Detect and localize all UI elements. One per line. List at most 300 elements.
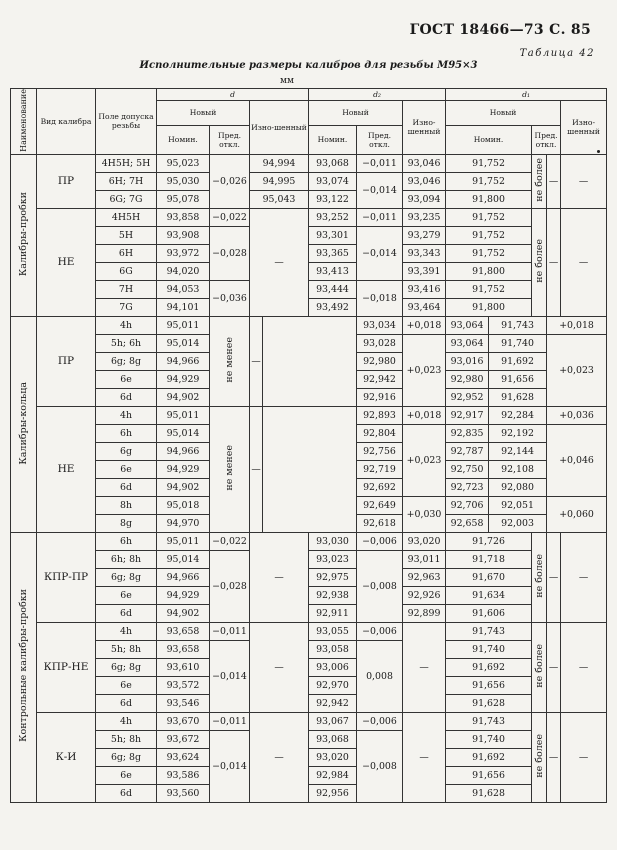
- d-nominal-cell: 95,018: [157, 496, 210, 514]
- d2-nominal-cell: 92,956: [309, 784, 357, 802]
- tolerance-cell: 6d: [96, 694, 157, 712]
- d-nominal-cell: 95,011: [157, 532, 210, 550]
- d-nominal-cell: 95,023: [157, 154, 210, 172]
- d2-worn-header: Изно-шенный: [403, 101, 446, 155]
- d-nominal-cell: 95,078: [157, 190, 210, 208]
- d2-nominal-cell: 92,942: [357, 370, 403, 388]
- d2-worn-cell: 93,046: [403, 154, 446, 172]
- d2-dev-header: Пред. откл.: [357, 125, 403, 154]
- table-row: [11, 298, 607, 316]
- d1-nominal-cell: 91,656: [446, 766, 532, 784]
- d-nominal-cell: 94,902: [157, 478, 210, 496]
- d1-nominal-cell: 91,606: [446, 604, 532, 622]
- d2-new-header: Новый: [309, 101, 403, 126]
- d2-worn-cell: 93,011: [403, 550, 446, 568]
- d-nominal-cell: 94,101: [157, 298, 210, 316]
- d2-worn-cell: 92,917: [446, 406, 489, 424]
- ne-menee-label-text: не менее: [224, 445, 235, 491]
- tolerance-cell: 6h; 8h: [96, 550, 157, 568]
- d2-nominal-cell: 92,984: [309, 766, 357, 784]
- unit-label: мм: [280, 76, 295, 86]
- d1-dev-header: Пред. откл.: [532, 125, 561, 154]
- d-nominal-cell: 94,929: [157, 370, 210, 388]
- d2-deviation-cell: +0,018: [403, 316, 446, 334]
- d2-worn-cell: 93,391: [403, 262, 446, 280]
- table-row: [11, 550, 607, 568]
- gauge-kind: К-И: [37, 712, 96, 802]
- d2-deviation-cell: −0,006: [357, 622, 403, 640]
- d-nominal-cell: 94,020: [157, 262, 210, 280]
- d1-nominal-cell: 92,284: [489, 406, 547, 424]
- d2-worn-cell: 93,094: [403, 190, 446, 208]
- tolerance-cell: 5h; 6h: [96, 334, 157, 352]
- d2-nominal-cell: 92,692: [357, 478, 403, 496]
- gauge-kind: ПР: [37, 316, 96, 406]
- d-nominal-cell: 95,030: [157, 172, 210, 190]
- d2-worn-cell: 92,952: [446, 388, 489, 406]
- d2-deviation-cell: −0,008: [357, 730, 403, 802]
- d1-nominal-cell: 91,692: [446, 748, 532, 766]
- tolerance-cell: 7H: [96, 280, 157, 298]
- d2-worn-cell: 93,464: [403, 298, 446, 316]
- d2-nominal-cell: 93,030: [309, 532, 357, 550]
- d2-deviation-cell: 0,008: [357, 640, 403, 712]
- tolerance-cell: 6g; 8g: [96, 352, 157, 370]
- d2-deviation-cell: +0,023: [403, 424, 446, 496]
- d-deviation-cell: −0,014: [210, 640, 250, 712]
- d2-nominal-cell: 92,916: [357, 388, 403, 406]
- d2-nominal-cell: 93,058: [309, 640, 357, 658]
- group-label: [11, 532, 37, 802]
- tolerance-cell: 6G: [96, 262, 157, 280]
- d1-nominal-cell: 91,628: [446, 784, 532, 802]
- d2-nominal-cell: 93,068: [309, 154, 357, 172]
- d2-deviation-cell: −0,014: [357, 226, 403, 280]
- d-worn-cell: [263, 316, 357, 406]
- gauge-kind: НЕ: [37, 208, 96, 316]
- tolerance-cell: 6h: [96, 424, 157, 442]
- d2-nominal-cell: 92,911: [309, 604, 357, 622]
- d1-nominal-cell: 91,800: [446, 190, 532, 208]
- d1-nominal-cell: 91,718: [446, 550, 532, 568]
- ne-bolee-label-text: не более: [533, 158, 545, 202]
- d-deviation-cell: −0,026: [210, 154, 250, 208]
- d1-deviation-cell: —: [547, 622, 561, 712]
- table-number: Таблица 42: [519, 48, 595, 59]
- ne-bolee-label: [532, 712, 547, 802]
- d2-nominal-cell: 92,980: [357, 352, 403, 370]
- table-row: [11, 172, 607, 190]
- d1-deviation-cell: +0,023: [547, 334, 607, 406]
- ne-bolee-label-text: не более: [533, 734, 545, 778]
- d2-worn-cell: 93,279: [403, 226, 446, 244]
- col-d-header: d: [157, 89, 309, 101]
- table-row: [11, 712, 607, 730]
- d-nominal-cell: 95,014: [157, 550, 210, 568]
- d2-nominal-cell: 92,719: [357, 460, 403, 478]
- d1-nominal-cell: 91,800: [446, 262, 532, 280]
- table-caption: Исполнительные размеры калибров для резьбы М95×3: [139, 60, 478, 71]
- d1-nominal-cell: 91,752: [446, 280, 532, 298]
- d1-nominal-cell: 91,752: [446, 226, 532, 244]
- d1-deviation-cell: +0,018: [547, 316, 607, 334]
- tolerance-cell: 6e: [96, 766, 157, 784]
- d2-nominal-header: Номин.: [309, 125, 357, 154]
- table-row: [11, 622, 607, 640]
- col-d2-header: d₂: [309, 89, 446, 101]
- d1-nominal-cell: 91,743: [446, 622, 532, 640]
- table-row: [11, 208, 607, 226]
- table-row: [11, 784, 607, 802]
- table-row: [11, 532, 607, 550]
- ne-bolee-label: [532, 208, 547, 316]
- d2-nominal-cell: 92,649: [357, 496, 403, 514]
- d-worn-cell: [263, 406, 357, 532]
- d2-nominal-cell: 92,804: [357, 424, 403, 442]
- table-row: [11, 586, 607, 604]
- tolerance-cell: 6g; 8g: [96, 658, 157, 676]
- table-row: [11, 406, 607, 424]
- d-worn-cell: 94,995: [250, 172, 309, 190]
- d2-worn-cell: 93,416: [403, 280, 446, 298]
- d1-nominal-cell: 91,670: [446, 568, 532, 586]
- d2-worn-cell: 92,658: [446, 514, 489, 532]
- tolerance-cell: 7G: [96, 298, 157, 316]
- table-row: [11, 280, 607, 298]
- d-deviation-cell: −0,028: [210, 226, 250, 280]
- d-deviation-cell: −0,022: [210, 532, 250, 550]
- d2-worn-cell: 93,343: [403, 244, 446, 262]
- d-nominal-cell: 93,658: [157, 622, 210, 640]
- d2-nominal-cell: 93,028: [357, 334, 403, 352]
- d-nominal-cell: 93,572: [157, 676, 210, 694]
- gauge-kind: ПР: [37, 154, 96, 208]
- d-nominal-cell: 94,929: [157, 586, 210, 604]
- tolerance-cell: 6e: [96, 676, 157, 694]
- d-dev-header: Пред. откл.: [210, 125, 250, 154]
- d2-worn-cell: 92,787: [446, 442, 489, 460]
- d-nominal-cell: 94,902: [157, 388, 210, 406]
- d1-nominal-cell: 91,692: [489, 352, 547, 370]
- group-label: [11, 316, 37, 532]
- d2-worn-cell: 92,899: [403, 604, 446, 622]
- d1-nominal-cell: 91,752: [446, 208, 532, 226]
- d-nominal-cell: 93,858: [157, 208, 210, 226]
- tolerance-cell: 5h; 8h: [96, 730, 157, 748]
- d-nominal-cell: 93,972: [157, 244, 210, 262]
- d1-nominal-cell: 91,752: [446, 154, 532, 172]
- d2-nominal-cell: 92,942: [309, 694, 357, 712]
- col-name-text: Наименование: [19, 89, 28, 152]
- tolerance-cell: 6d: [96, 604, 157, 622]
- tolerance-cell: 8h: [96, 496, 157, 514]
- d1-nominal-cell: 91,656: [446, 676, 532, 694]
- d1-nominal-cell: 91,692: [446, 658, 532, 676]
- group-label-text: Калибры-кольца: [18, 381, 29, 465]
- d-nominal-cell: 94,929: [157, 460, 210, 478]
- d-nominal-cell: 93,658: [157, 640, 210, 658]
- d1-nominal-cell: 91,634: [446, 586, 532, 604]
- d1-worn-cell: —: [561, 532, 607, 622]
- group-label-text: Калибры-пробки: [18, 191, 29, 276]
- d1-nominal-cell: 92,144: [489, 442, 547, 460]
- d1-nominal-cell: 91,726: [446, 532, 532, 550]
- d2-nominal-cell: 93,252: [309, 208, 357, 226]
- d2-worn-cell: 93,064: [446, 316, 489, 334]
- d2-nominal-cell: 93,413: [309, 262, 357, 280]
- d-nominal-cell: 93,670: [157, 712, 210, 730]
- d2-nominal-cell: 93,301: [309, 226, 357, 244]
- tolerance-cell: 8g: [96, 514, 157, 532]
- d2-nominal-cell: 92,975: [309, 568, 357, 586]
- d2-nominal-cell: 93,023: [309, 550, 357, 568]
- d2-worn-cell: —: [403, 622, 446, 712]
- d1-nominal-cell: 91,752: [446, 244, 532, 262]
- d-worn-cell: —: [250, 532, 309, 622]
- d2-deviation-cell: +0,023: [403, 334, 446, 406]
- ne-bolee-label: [532, 622, 547, 712]
- d-nominal-cell: 93,672: [157, 730, 210, 748]
- d2-worn-cell: 93,016: [446, 352, 489, 370]
- d1-worn-cell: —: [561, 208, 607, 316]
- d1-nominal-cell: 91,800: [446, 298, 532, 316]
- d1-nominal-cell: 91,740: [446, 640, 532, 658]
- d2-deviation-cell: −0,018: [357, 280, 403, 316]
- d-deviation-cell: —: [250, 406, 263, 532]
- tolerance-cell: 6g: [96, 442, 157, 460]
- d2-nominal-cell: 93,122: [309, 190, 357, 208]
- d-nominal-cell: 93,560: [157, 784, 210, 802]
- tolerance-cell: 4h: [96, 406, 157, 424]
- tolerance-cell: 6h: [96, 532, 157, 550]
- table-row: [11, 244, 607, 262]
- gauge-kind: КПР-НЕ: [37, 622, 96, 712]
- d1-nominal-cell: 91,656: [489, 370, 547, 388]
- d2-deviation-cell: −0,014: [357, 172, 403, 208]
- group-label-text: Контрольные калибры-пробки: [18, 589, 29, 743]
- table-row: [11, 226, 607, 244]
- d2-nominal-cell: 93,034: [357, 316, 403, 334]
- table-row: [11, 262, 607, 280]
- d-new-header: Новый: [157, 101, 250, 126]
- table-row: [11, 748, 607, 766]
- table-row: [11, 154, 607, 172]
- d1-deviation-cell: +0,060: [547, 496, 607, 532]
- d-nominal-cell: 95,011: [157, 406, 210, 424]
- d-deviation-cell: −0,011: [210, 622, 250, 640]
- tolerance-cell: 6H: [96, 244, 157, 262]
- table-row: [11, 190, 607, 208]
- d-nominal-cell: 94,970: [157, 514, 210, 532]
- ne-menee-label: [210, 406, 250, 532]
- d-worn-cell: 94,994: [250, 154, 309, 172]
- d-nominal-cell: 94,966: [157, 442, 210, 460]
- d2-worn-cell: 92,980: [446, 370, 489, 388]
- tolerance-cell: 4h: [96, 316, 157, 334]
- tolerance-cell: 6d: [96, 784, 157, 802]
- d-deviation-cell: −0,028: [210, 550, 250, 622]
- d-nominal-header: Номин.: [157, 125, 210, 154]
- d1-nominal-cell: 91,740: [446, 730, 532, 748]
- d2-deviation-cell: +0,018: [403, 406, 446, 424]
- tolerance-cell: 6G; 7G: [96, 190, 157, 208]
- tolerance-cell: 6e: [96, 460, 157, 478]
- d2-nominal-cell: 93,365: [309, 244, 357, 262]
- d1-nominal-cell: 91,743: [489, 316, 547, 334]
- tolerance-cell: 4H5H; 5H: [96, 154, 157, 172]
- d-nominal-cell: 94,966: [157, 568, 210, 586]
- d2-worn-cell: 93,020: [403, 532, 446, 550]
- d-nominal-cell: 94,053: [157, 280, 210, 298]
- ne-menee-label: [210, 316, 250, 406]
- tolerance-cell: 6g; 8g: [96, 568, 157, 586]
- table-row: [11, 316, 607, 334]
- d1-nominal-cell: 91,628: [446, 694, 532, 712]
- table-row: [11, 568, 607, 586]
- ne-bolee-label-text: не более: [533, 239, 545, 283]
- d-nominal-cell: 93,610: [157, 658, 210, 676]
- d1-nominal-cell: 91,740: [489, 334, 547, 352]
- d-worn-cell: 95,043: [250, 190, 309, 208]
- ne-bolee-label: [532, 532, 547, 622]
- d2-worn-cell: 92,750: [446, 460, 489, 478]
- col-d1-header: d₁: [446, 89, 607, 101]
- d2-nominal-cell: 92,970: [309, 676, 357, 694]
- d-nominal-cell: 94,902: [157, 604, 210, 622]
- tolerance-cell: 6d: [96, 388, 157, 406]
- d1-nominal-cell: 92,003: [489, 514, 547, 532]
- d1-deviation-cell: —: [547, 154, 561, 208]
- d2-nominal-cell: 92,618: [357, 514, 403, 532]
- d2-deviation-cell: −0,006: [357, 712, 403, 730]
- d2-nominal-cell: 93,444: [309, 280, 357, 298]
- d2-deviation-cell: −0,006: [357, 532, 403, 550]
- d1-deviation-cell: +0,036: [547, 406, 607, 424]
- d1-nominal-cell: 92,108: [489, 460, 547, 478]
- d1-nominal-cell: 92,080: [489, 478, 547, 496]
- d1-worn-cell: —: [561, 622, 607, 712]
- d1-nominal-header: Номин.: [446, 125, 532, 154]
- d2-worn-cell: 93,046: [403, 172, 446, 190]
- d2-worn-cell: —: [403, 712, 446, 802]
- d1-nominal-cell: 92,051: [489, 496, 547, 514]
- d-deviation-cell: −0,011: [210, 712, 250, 730]
- d1-deviation-cell: +0,046: [547, 424, 607, 496]
- d-nominal-cell: 95,014: [157, 424, 210, 442]
- d-worn-header: Изно-шенный: [250, 101, 309, 155]
- d-nominal-cell: 95,014: [157, 334, 210, 352]
- ne-menee-label-text: не менее: [224, 337, 235, 383]
- ne-bolee-label-text: не более: [533, 554, 545, 598]
- gauge-kind: НЕ: [37, 406, 96, 532]
- d-nominal-cell: 93,624: [157, 748, 210, 766]
- d-nominal-cell: 93,908: [157, 226, 210, 244]
- gauge-dimensions-table: [10, 88, 607, 803]
- col-tolerance-header: Поле допуска резьбы: [96, 89, 157, 155]
- d2-nominal-cell: 93,068: [309, 730, 357, 748]
- d2-worn-cell: 92,835: [446, 424, 489, 442]
- d2-worn-cell: 92,963: [403, 568, 446, 586]
- tolerance-cell: 5H: [96, 226, 157, 244]
- table-row: [11, 676, 607, 694]
- d2-deviation-cell: −0,011: [357, 154, 403, 172]
- d1-worn-cell: —: [561, 154, 607, 208]
- d2-nominal-cell: 93,067: [309, 712, 357, 730]
- d2-worn-cell: 92,723: [446, 478, 489, 496]
- table-row: [11, 694, 607, 712]
- gauge-kind: КПР-ПР: [37, 532, 96, 622]
- tolerance-cell: 4H5H: [96, 208, 157, 226]
- d-nominal-cell: 94,966: [157, 352, 210, 370]
- d-nominal-cell: 95,011: [157, 316, 210, 334]
- d-deviation-cell: −0,014: [210, 730, 250, 802]
- d2-deviation-cell: −0,008: [357, 550, 403, 622]
- d1-new-header: Новый: [446, 101, 561, 126]
- d2-worn-cell: 93,064: [446, 334, 489, 352]
- tolerance-cell: 4h: [96, 712, 157, 730]
- table-row: [11, 640, 607, 658]
- d-nominal-cell: 93,586: [157, 766, 210, 784]
- d1-worn-header: Изно-шенный: [561, 101, 607, 155]
- page-header: ГОСТ 18466—73 С. 85: [409, 22, 591, 38]
- group-label: [11, 154, 37, 316]
- tolerance-cell: 5h; 8h: [96, 640, 157, 658]
- d1-nominal-cell: 92,192: [489, 424, 547, 442]
- d-deviation-cell: −0,022: [210, 208, 250, 226]
- d-worn-cell: —: [250, 622, 309, 712]
- ne-bolee-label: [532, 154, 547, 208]
- d2-nominal-cell: 92,938: [309, 586, 357, 604]
- d-deviation-cell: —: [250, 316, 263, 406]
- tolerance-cell: 6e: [96, 370, 157, 388]
- d-worn-cell: —: [250, 208, 309, 316]
- d2-worn-cell: 93,235: [403, 208, 446, 226]
- ne-bolee-label-text: не более: [533, 644, 545, 688]
- col-name-header: [11, 89, 37, 155]
- col-kind-header: Вид калибра: [37, 89, 96, 155]
- d1-deviation-cell: —: [547, 208, 561, 316]
- d2-nominal-cell: 93,074: [309, 172, 357, 190]
- table-row: [11, 766, 607, 784]
- d-deviation-cell: −0,036: [210, 280, 250, 316]
- d1-nominal-cell: 91,628: [489, 388, 547, 406]
- d2-nominal-cell: 93,020: [309, 748, 357, 766]
- d1-deviation-cell: —: [547, 532, 561, 622]
- table-row: [11, 658, 607, 676]
- d1-worn-cell: —: [561, 712, 607, 802]
- table-row: [11, 604, 607, 622]
- d2-deviation-cell: −0,011: [357, 208, 403, 226]
- d1-nominal-cell: 91,743: [446, 712, 532, 730]
- d1-deviation-cell: —: [547, 712, 561, 802]
- d2-worn-cell: 92,706: [446, 496, 489, 514]
- d-worn-cell: —: [250, 712, 309, 802]
- d2-nominal-cell: 93,492: [309, 298, 357, 316]
- tolerance-cell: 6g; 8g: [96, 748, 157, 766]
- d-nominal-cell: 93,546: [157, 694, 210, 712]
- tolerance-cell: 6H; 7H: [96, 172, 157, 190]
- d1-nominal-cell: 91,752: [446, 172, 532, 190]
- d2-deviation-cell: +0,030: [403, 496, 446, 532]
- table-row: [11, 730, 607, 748]
- tolerance-cell: 4h: [96, 622, 157, 640]
- tolerance-cell: 6d: [96, 478, 157, 496]
- d2-nominal-cell: 93,006: [309, 658, 357, 676]
- d2-nominal-cell: 93,055: [309, 622, 357, 640]
- tolerance-cell: 6e: [96, 586, 157, 604]
- d2-nominal-cell: 92,893: [357, 406, 403, 424]
- d2-worn-cell: 92,926: [403, 586, 446, 604]
